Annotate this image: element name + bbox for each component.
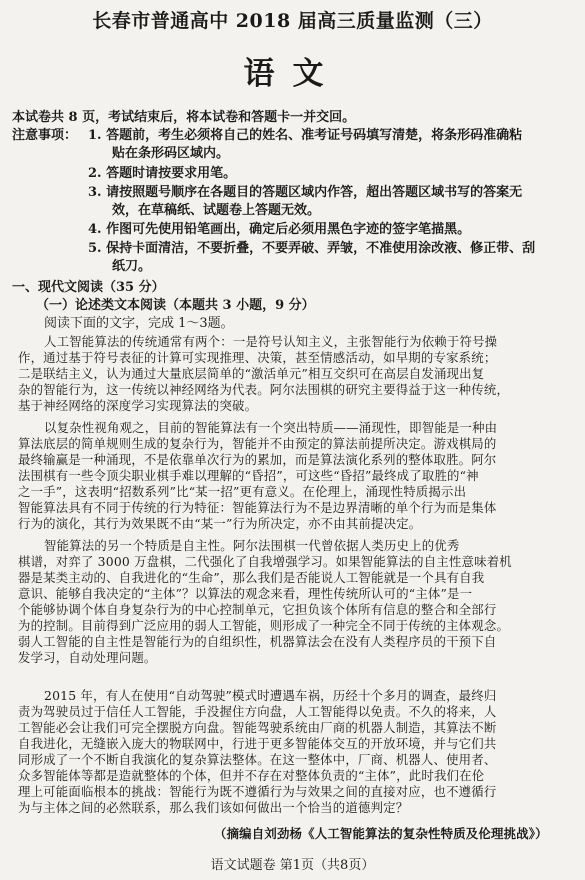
notice-item: 3. 请按照题号顺序在各题目的答题区域内作答，超出答题区域书写的答案无 <box>88 185 523 200</box>
notice-item: 贴在条形码区域内。 <box>112 146 230 161</box>
section-heading: 一、现代文阅读（35 分） <box>12 280 165 295</box>
notice-item: 1. 答题前，考生必须将自己的姓名、准考证号码填写清楚，将条形码准确粘 <box>88 128 523 143</box>
section-subheading: （一）论述类文本阅读（本题共 3 小题，9 分） <box>36 298 315 313</box>
passage-line: 行为的演化，其行为效果既不由“某一”行为所决定，亦不由其前提决定。 <box>18 516 422 531</box>
passage-line: 以复杂性视角观之，目前的智能算法有一个突出特质——涌现性，即智能是一种由 <box>44 420 498 435</box>
notice-item: 纸刀。 <box>112 259 152 274</box>
passage-line: 为与主体之间的必然联系，那么我们该如何做出一个恰当的道德判定？ <box>18 800 409 815</box>
passage-line: 基于神经网络的深度学习实现算法的突破。 <box>18 398 258 413</box>
subject-title: 语文 <box>243 56 342 92</box>
passage-line: 之一手”，这表明“招数系列”比“某一招”更有意义。在伦理上，涌现性特质揭示出 <box>18 484 467 499</box>
intro-line: 本试卷共 8 页，考试结束后，将本试卷和答题卡一并交回。 <box>12 110 356 125</box>
passage-line: 器是某类主动的、自我进化的“生命”，那么我们是否能说人工智能就是一个具有自我 <box>18 570 485 585</box>
notice-item: 效，在草稿纸、试题卷上答题无效。 <box>112 203 321 218</box>
passage-line: 智能算法的另一个特质是自主性。阿尔法围棋一代曾依据人类历史上的优秀 <box>44 538 460 553</box>
passage-line: 算法底层的简单规则生成的复杂行为，智能并不由预定的算法前提所决定。游戏棋局的 <box>18 436 497 451</box>
passage-line: 发学习，自动处理问题。 <box>18 650 157 665</box>
page-footer: 语文试题卷 第1页（共8页） <box>210 858 375 873</box>
passage-line: 二是联结主义，认为通过大量底层简单的“激活单元”相互交织可在高层自发涌现出复 <box>18 366 485 381</box>
passage-line: 个能够协调个体自身复杂行为的中心控制单元，它担负该个体所有信息的整合和全部行 <box>18 602 497 617</box>
passage-line: 同形成了一个不断自我演化的复杂算法整体。在这一整体中，厂商、机器人、使用者、 <box>18 752 497 767</box>
exam-title: 长春市普通高中 2018 届高三质量监测（三） <box>92 10 493 32</box>
passage-line: 作，通过基于符号表征的计算可实现推理、决策，甚至情感活动，如早期的专家系统； <box>18 350 497 365</box>
passage-line: 责为驾驶员过于信任人工智能，手没握住方向盘，人工智能得以免责。不久的将来，人 <box>18 704 497 719</box>
passage-line: 意识、能够自我决定的“主体”？以算法的观念来看，理性传统所认可的“主体”是一 <box>18 586 473 601</box>
passage-line: 棋谱，对弈了 3000 万盘棋，二代强化了自我增强学习。如果智能算法的自主性意味着机 <box>18 554 512 569</box>
notice-label: 注意事项： <box>12 128 78 143</box>
passage-line: 法围棋有一些令顶尖职业棋手难以理解的“昏招”，可这些“昏招”最终成了取胜的“神 <box>18 468 479 483</box>
reading-instruction: 阅读下面的文字，完成 1～3题。 <box>44 316 234 331</box>
passage-line: 人工智能算法的传统通常有两个：一是符号认知主义，主张智能行为依赖于符号操 <box>44 334 498 349</box>
passage-line: 智能算法具有不同于传统的行为特征：智能算法行为不是边界清晰的单个行为而是集体 <box>18 500 497 515</box>
passage-line: 为的控制。目前得到广泛应用的弱人工智能，则形成了一种完全不同于传统的主体观念。 <box>18 618 510 633</box>
passage-line: 2015 年，有人在使用“自动驾驶”模式时遭遇车祸，历经十个多月的调查，最终归 <box>44 688 497 703</box>
notice-item: 2. 答题时请按要求用笔。 <box>88 166 237 181</box>
citation: （摘编自刘劲杨《人工智能算法的复杂性特质及伦理挑战》） <box>214 826 548 841</box>
passage-line: 杂的智能行为，这一传统以神经网络为代表。阿尔法围棋的研究主要得益于这一种传统， <box>18 382 510 397</box>
passage-line: 工智能必会让我们可完全摆脱方向盘。智能驾驶系统由厂商的机器人制造，其算法不断 <box>18 720 497 735</box>
notice-item: 4. 作图可先使用铅笔画出，确定后必须用黑色字迹的签字笔描黑。 <box>88 222 471 237</box>
passage-line: 最终输赢是一种涌现，不是依靠单次行为的累加，而是算法演化系列的整体取胜。阿尔 <box>18 452 497 467</box>
passage-line: 弱人工智能的自主性是智能行为的自组织性，机器算法会在没有人类程序员的干预下自 <box>18 634 497 649</box>
passage-line: 理上可能面临根本的挑战：智能行为既不遵循行为与效果之间的直接对应，也不遵循行 <box>18 784 497 799</box>
passage-line: 众多智能体等都是造就整体的个体，但并不存在对整体负责的“主体”，此时我们在伦 <box>18 768 485 783</box>
passage-line: 自我进化，无缝嵌入庞大的物联网中，行进于更多智能体交互的开放环境，并与它们共 <box>18 736 497 751</box>
notice-item: 5. 保持卡面清洁，不要折叠，不要弄破、弄皱，不准使用涂改液、修正带、刮 <box>88 241 536 256</box>
